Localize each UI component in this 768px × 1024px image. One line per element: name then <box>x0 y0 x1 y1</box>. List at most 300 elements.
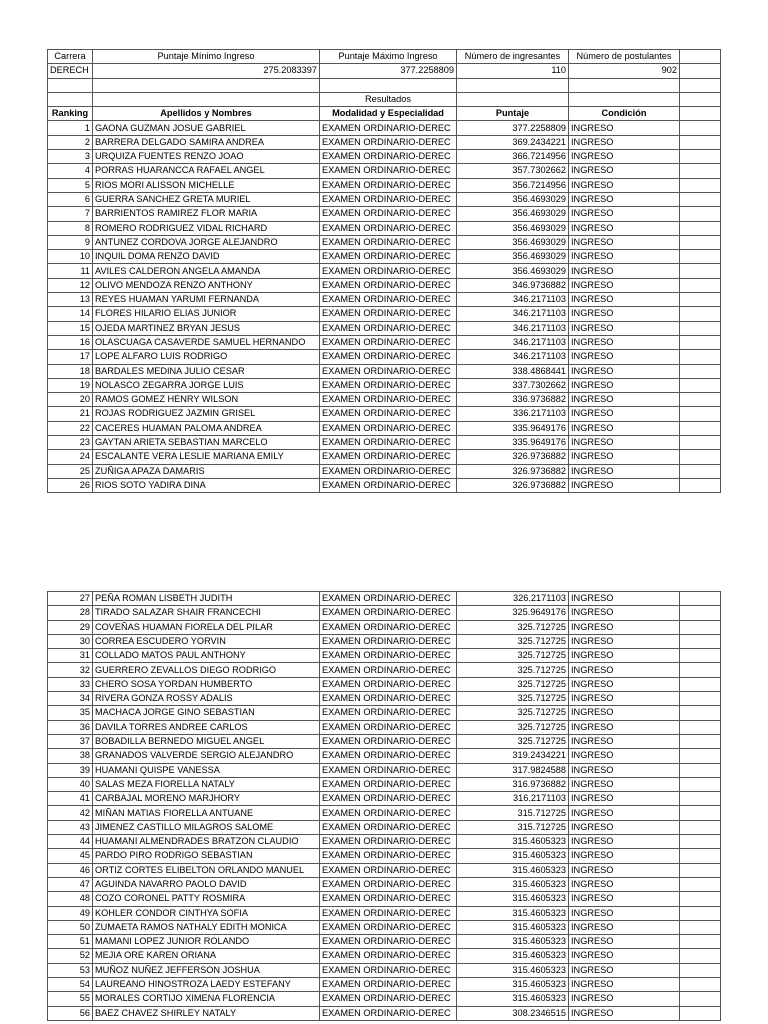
modality-cell: EXAMEN ORDINARIO-DEREC <box>320 250 457 264</box>
empty-cell <box>680 749 721 763</box>
condition-cell: INGRESO <box>569 293 680 307</box>
condition-cell: INGRESO <box>569 820 680 834</box>
modality-cell: EXAMEN ORDINARIO-DEREC <box>320 1006 457 1020</box>
modality-cell: EXAMEN ORDINARIO-DEREC <box>320 278 457 292</box>
rank-cell: 52 <box>48 949 93 963</box>
name-cell: FLORES HILARIO ELIAS JUNIOR <box>93 307 320 321</box>
condition-cell: INGRESO <box>569 178 680 192</box>
modality-cell: EXAMEN ORDINARIO-DEREC <box>320 407 457 421</box>
modality-cell: EXAMEN ORDINARIO-DEREC <box>320 450 457 464</box>
condition-cell: INGRESO <box>569 877 680 891</box>
table-row <box>48 250 721 264</box>
rank-cell: 39 <box>48 763 93 777</box>
rank-cell: 36 <box>48 720 93 734</box>
score-cell: 315.4605323 <box>457 877 569 891</box>
condition-cell: INGRESO <box>569 734 680 748</box>
results-sheet-page-2 <box>47 591 721 1021</box>
score-cell: 315.4605323 <box>457 906 569 920</box>
value-puntaje-minimo: 275.2083397 <box>93 64 320 78</box>
rank-cell: 1 <box>48 121 93 135</box>
rank-cell: 10 <box>48 250 93 264</box>
rank-cell: 34 <box>48 692 93 706</box>
name-cell: LOPE ALFARO LUIS RODRIGO <box>93 350 320 364</box>
condition-cell: INGRESO <box>569 992 680 1006</box>
table-row <box>48 407 721 421</box>
header-modalidad: Modalidad y Especialidad <box>320 107 457 121</box>
score-cell: 356.4693029 <box>457 250 569 264</box>
modality-cell: EXAMEN ORDINARIO-DEREC <box>320 892 457 906</box>
table-row <box>48 992 721 1006</box>
condition-cell: INGRESO <box>569 892 680 906</box>
score-cell: 315.4605323 <box>457 949 569 963</box>
modality-cell: EXAMEN ORDINARIO-DEREC <box>320 963 457 977</box>
rank-cell: 48 <box>48 892 93 906</box>
modality-cell: EXAMEN ORDINARIO-DEREC <box>320 478 457 492</box>
condition-cell: INGRESO <box>569 677 680 691</box>
name-cell: HUAMANI QUISPE VANESSA <box>93 763 320 777</box>
value-numero-postulantes: 902 <box>569 64 680 78</box>
name-cell: ZUÑIGA APAZA DAMARIS <box>93 464 320 478</box>
empty-cell <box>680 207 721 221</box>
header-puntaje-maximo: Puntaje Máximo Ingreso <box>320 50 457 64</box>
name-cell: MUÑOZ NUÑEZ JEFFERSON JOSHUA <box>93 963 320 977</box>
table-row <box>48 892 721 906</box>
rank-cell: 6 <box>48 192 93 206</box>
score-cell: 315.4605323 <box>457 892 569 906</box>
empty-cell <box>680 250 721 264</box>
name-cell: COZO CORONEL PATTY ROSMIRA <box>93 892 320 906</box>
table-row <box>48 963 721 977</box>
condition-cell: INGRESO <box>569 777 680 791</box>
rank-cell: 35 <box>48 706 93 720</box>
name-cell: ESCALANTE VERA LESLIE MARIANA EMILY <box>93 450 320 464</box>
empty-cell <box>680 235 721 249</box>
empty-cell <box>569 78 680 92</box>
value-carrera: DERECH <box>48 64 93 78</box>
score-cell: 346.2171103 <box>457 293 569 307</box>
empty-cell <box>680 720 721 734</box>
table-row <box>48 906 721 920</box>
condition-cell: INGRESO <box>569 763 680 777</box>
score-cell: 315.712725 <box>457 820 569 834</box>
results-header-row <box>48 107 721 121</box>
condition-cell: INGRESO <box>569 906 680 920</box>
condition-cell: INGRESO <box>569 350 680 364</box>
condition-cell: INGRESO <box>569 920 680 934</box>
name-cell: INQUIL DOMA RENZO DAVID <box>93 250 320 264</box>
rank-cell: 53 <box>48 963 93 977</box>
modality-cell: EXAMEN ORDINARIO-DEREC <box>320 634 457 648</box>
empty-cell <box>680 307 721 321</box>
score-cell: 356.7214956 <box>457 178 569 192</box>
empty-cell <box>680 920 721 934</box>
empty-cell <box>680 192 721 206</box>
rank-cell: 25 <box>48 464 93 478</box>
empty-cell <box>457 92 569 106</box>
header-numero-postulantes: Número de postulantes <box>569 50 680 64</box>
score-cell: 377.2258809 <box>457 121 569 135</box>
table-row <box>48 164 721 178</box>
table-row <box>48 192 721 206</box>
empty-cell <box>680 634 721 648</box>
rank-cell: 29 <box>48 620 93 634</box>
table-row <box>48 178 721 192</box>
table-row <box>48 763 721 777</box>
condition-cell: INGRESO <box>569 221 680 235</box>
condition-cell: INGRESO <box>569 620 680 634</box>
condition-cell: INGRESO <box>569 1006 680 1020</box>
score-cell: 315.4605323 <box>457 992 569 1006</box>
table-row <box>48 606 721 620</box>
empty-cell <box>680 178 721 192</box>
name-cell: GAONA GUZMAN JOSUE GABRIEL <box>93 121 320 135</box>
name-cell: GRANADOS VALVERDE SERGIO ALEJANDRO <box>93 749 320 763</box>
name-cell: ROMERO RODRIGUEZ VIDAL RICHARD <box>93 221 320 235</box>
rank-cell: 28 <box>48 606 93 620</box>
modality-cell: EXAMEN ORDINARIO-DEREC <box>320 777 457 791</box>
score-cell: 315.4605323 <box>457 835 569 849</box>
modality-cell: EXAMEN ORDINARIO-DEREC <box>320 221 457 235</box>
table-row <box>48 464 721 478</box>
rank-cell: 17 <box>48 350 93 364</box>
empty-cell <box>680 135 721 149</box>
condition-cell: INGRESO <box>569 692 680 706</box>
table-row <box>48 421 721 435</box>
modality-cell: EXAMEN ORDINARIO-DEREC <box>320 393 457 407</box>
table-row <box>48 335 721 349</box>
modality-cell: EXAMEN ORDINARIO-DEREC <box>320 978 457 992</box>
table-row <box>48 663 721 677</box>
score-cell: 326.9736882 <box>457 478 569 492</box>
modality-cell: EXAMEN ORDINARIO-DEREC <box>320 121 457 135</box>
modality-cell: EXAMEN ORDINARIO-DEREC <box>320 949 457 963</box>
score-cell: 316.2171103 <box>457 792 569 806</box>
condition-cell: INGRESO <box>569 978 680 992</box>
results-title: Resultados <box>320 92 457 106</box>
name-cell: LAUREANO HINOSTROZA LAEDY ESTEFANY <box>93 978 320 992</box>
name-cell: GAYTAN ARIETA SEBASTIAN MARCELO <box>93 436 320 450</box>
empty-cell <box>48 92 93 106</box>
empty-cell <box>457 78 569 92</box>
name-cell: COLLADO MATOS PAUL ANTHONY <box>93 649 320 663</box>
empty-cell <box>680 321 721 335</box>
score-cell: 325.712725 <box>457 634 569 648</box>
empty-cell <box>680 992 721 1006</box>
table-row <box>48 235 721 249</box>
empty-cell <box>680 1006 721 1020</box>
empty-cell <box>680 777 721 791</box>
condition-cell: INGRESO <box>569 436 680 450</box>
score-cell: 325.9649176 <box>457 606 569 620</box>
empty-cell <box>680 407 721 421</box>
empty-cell <box>680 164 721 178</box>
name-cell: DAVILA TORRES ANDREE CARLOS <box>93 720 320 734</box>
condition-cell: INGRESO <box>569 863 680 877</box>
name-cell: CORREA ESCUDERO YORVIN <box>93 634 320 648</box>
score-cell: 366.7214956 <box>457 150 569 164</box>
rank-cell: 22 <box>48 421 93 435</box>
condition-cell: INGRESO <box>569 792 680 806</box>
modality-cell: EXAMEN ORDINARIO-DEREC <box>320 421 457 435</box>
name-cell: COVEÑAS HUAMAN FIORELA DEL PILAR <box>93 620 320 634</box>
value-puntaje-maximo: 377.2258809 <box>320 64 457 78</box>
empty-cell <box>680 906 721 920</box>
score-cell: 356.4693029 <box>457 221 569 235</box>
table-row <box>48 720 721 734</box>
rank-cell: 15 <box>48 321 93 335</box>
table-row <box>48 293 721 307</box>
empty-cell <box>680 50 721 64</box>
rank-cell: 32 <box>48 663 93 677</box>
table-row <box>48 150 721 164</box>
rank-cell: 44 <box>48 835 93 849</box>
table-row <box>48 1006 721 1020</box>
name-cell: RAMOS GOMEZ HENRY WILSON <box>93 393 320 407</box>
condition-cell: INGRESO <box>569 835 680 849</box>
modality-cell: EXAMEN ORDINARIO-DEREC <box>320 192 457 206</box>
rank-cell: 46 <box>48 863 93 877</box>
rank-cell: 41 <box>48 792 93 806</box>
name-cell: AGUINDA NAVARRO PAOLO DAVID <box>93 877 320 891</box>
modality-cell: EXAMEN ORDINARIO-DEREC <box>320 863 457 877</box>
modality-cell: EXAMEN ORDINARIO-DEREC <box>320 378 457 392</box>
header-puntaje-minimo: Puntaje Mínimo Ingreso <box>93 50 320 64</box>
empty-cell <box>680 806 721 820</box>
rank-cell: 13 <box>48 293 93 307</box>
name-cell: CHERO SOSA YORDAN HUMBERTO <box>93 677 320 691</box>
empty-cell <box>93 78 320 92</box>
score-cell: 337.7302662 <box>457 378 569 392</box>
rank-cell: 43 <box>48 820 93 834</box>
table-row <box>48 221 721 235</box>
modality-cell: EXAMEN ORDINARIO-DEREC <box>320 663 457 677</box>
condition-cell: INGRESO <box>569 663 680 677</box>
modality-cell: EXAMEN ORDINARIO-DEREC <box>320 464 457 478</box>
modality-cell: EXAMEN ORDINARIO-DEREC <box>320 436 457 450</box>
condition-cell: INGRESO <box>569 378 680 392</box>
condition-cell: INGRESO <box>569 364 680 378</box>
empty-cell <box>680 350 721 364</box>
modality-cell: EXAMEN ORDINARIO-DEREC <box>320 178 457 192</box>
name-cell: PEÑA ROMAN LISBETH JUDITH <box>93 592 320 606</box>
table-row <box>48 806 721 820</box>
score-cell: 346.2171103 <box>457 307 569 321</box>
rank-cell: 18 <box>48 364 93 378</box>
modality-cell: EXAMEN ORDINARIO-DEREC <box>320 135 457 149</box>
empty-cell <box>680 877 721 891</box>
score-cell: 336.2171103 <box>457 407 569 421</box>
score-cell: 369.2434221 <box>457 135 569 149</box>
rank-cell: 27 <box>48 592 93 606</box>
value-numero-ingresantes: 110 <box>457 64 569 78</box>
table-row <box>48 935 721 949</box>
empty-cell <box>680 478 721 492</box>
score-cell: 317.9824588 <box>457 763 569 777</box>
name-cell: RIOS SOTO YADIRA DINA <box>93 478 320 492</box>
name-cell: ANTUNEZ CORDOVA JORGE ALEJANDRO <box>93 235 320 249</box>
summary-values-row <box>48 64 721 78</box>
empty-cell <box>680 264 721 278</box>
empty-cell <box>680 64 721 78</box>
name-cell: GUERRERO ZEVALLOS DIEGO RODRIGO <box>93 663 320 677</box>
modality-cell: EXAMEN ORDINARIO-DEREC <box>320 720 457 734</box>
rank-cell: 9 <box>48 235 93 249</box>
empty-cell <box>680 393 721 407</box>
rank-cell: 23 <box>48 436 93 450</box>
rank-cell: 37 <box>48 734 93 748</box>
condition-cell: INGRESO <box>569 150 680 164</box>
score-cell: 315.4605323 <box>457 849 569 863</box>
name-cell: CARBAJAL MORENO MARJHORY <box>93 792 320 806</box>
rank-cell: 14 <box>48 307 93 321</box>
name-cell: PARDO PIRO RODRIGO SEBASTIAN <box>93 849 320 863</box>
name-cell: URQUIZA FUENTES RENZO JOAO <box>93 150 320 164</box>
score-cell: 346.2171103 <box>457 321 569 335</box>
condition-cell: INGRESO <box>569 464 680 478</box>
modality-cell: EXAMEN ORDINARIO-DEREC <box>320 692 457 706</box>
name-cell: REYES HUAMAN YARUMI FERNANDA <box>93 293 320 307</box>
condition-cell: INGRESO <box>569 592 680 606</box>
name-cell: BAEZ CHAVEZ SHIRLEY NATALY <box>93 1006 320 1020</box>
condition-cell: INGRESO <box>569 121 680 135</box>
score-cell: 356.4693029 <box>457 264 569 278</box>
table-row <box>48 278 721 292</box>
table-row <box>48 307 721 321</box>
condition-cell: INGRESO <box>569 478 680 492</box>
score-cell: 315.4605323 <box>457 978 569 992</box>
rank-cell: 31 <box>48 649 93 663</box>
table-row <box>48 734 721 748</box>
score-cell: 356.4693029 <box>457 207 569 221</box>
condition-cell: INGRESO <box>569 321 680 335</box>
modality-cell: EXAMEN ORDINARIO-DEREC <box>320 992 457 1006</box>
name-cell: TIRADO SALAZAR SHAIR FRANCECHI <box>93 606 320 620</box>
score-cell: 335.9649176 <box>457 436 569 450</box>
empty-cell <box>680 706 721 720</box>
empty-cell <box>680 150 721 164</box>
table-row <box>48 634 721 648</box>
empty-cell <box>680 677 721 691</box>
name-cell: BARRIENTOS RAMIREZ FLOR MARIA <box>93 207 320 221</box>
modality-cell: EXAMEN ORDINARIO-DEREC <box>320 849 457 863</box>
modality-cell: EXAMEN ORDINARIO-DEREC <box>320 806 457 820</box>
rank-cell: 7 <box>48 207 93 221</box>
name-cell: NOLASCO ZEGARRA JORGE LUIS <box>93 378 320 392</box>
modality-cell: EXAMEN ORDINARIO-DEREC <box>320 935 457 949</box>
table-row <box>48 592 721 606</box>
empty-cell <box>680 278 721 292</box>
score-cell: 338.4868441 <box>457 364 569 378</box>
empty-cell <box>680 935 721 949</box>
empty-cell <box>569 92 680 106</box>
rank-cell: 12 <box>48 278 93 292</box>
score-cell: 326.9736882 <box>457 450 569 464</box>
name-cell: ZUMAETA RAMOS NATHALY EDITH MONICA <box>93 920 320 934</box>
modality-cell: EXAMEN ORDINARIO-DEREC <box>320 264 457 278</box>
score-cell: 325.712725 <box>457 677 569 691</box>
name-cell: OLASCUAGA CASAVERDE SAMUEL HERNANDO <box>93 335 320 349</box>
rank-cell: 33 <box>48 677 93 691</box>
rank-cell: 21 <box>48 407 93 421</box>
table-row <box>48 620 721 634</box>
empty-cell <box>680 364 721 378</box>
name-cell: KOHLER CONDOR CINTHYA SOFIA <box>93 906 320 920</box>
score-cell: 315.4605323 <box>457 963 569 977</box>
table-row <box>48 264 721 278</box>
name-cell: ROJAS RODRIGUEZ JAZMIN GRISEL <box>93 407 320 421</box>
condition-cell: INGRESO <box>569 849 680 863</box>
name-cell: CACERES HUAMAN PALOMA ANDREA <box>93 421 320 435</box>
condition-cell: INGRESO <box>569 264 680 278</box>
rank-cell: 45 <box>48 849 93 863</box>
table-row <box>48 649 721 663</box>
rank-cell: 24 <box>48 450 93 464</box>
header-condicion: Condición <box>569 107 680 121</box>
empty-cell <box>680 378 721 392</box>
empty-cell <box>93 92 320 106</box>
rank-cell: 5 <box>48 178 93 192</box>
rank-cell: 56 <box>48 1006 93 1020</box>
name-cell: OJEDA MARTINEZ BRYAN JESUS <box>93 321 320 335</box>
score-cell: 315.4605323 <box>457 863 569 877</box>
modality-cell: EXAMEN ORDINARIO-DEREC <box>320 649 457 663</box>
empty-cell <box>680 464 721 478</box>
empty-cell <box>680 892 721 906</box>
name-cell: RIVERA GONZA ROSSY ADALIS <box>93 692 320 706</box>
table-row <box>48 450 721 464</box>
name-cell: OLIVO MENDOZA RENZO ANTHONY <box>93 278 320 292</box>
name-cell: HUAMANI ALMENDRADES BRATZON CLAUDIO <box>93 835 320 849</box>
empty-cell <box>680 221 721 235</box>
condition-cell: INGRESO <box>569 634 680 648</box>
table-row <box>48 207 721 221</box>
empty-cell <box>680 849 721 863</box>
condition-cell: INGRESO <box>569 720 680 734</box>
condition-cell: INGRESO <box>569 307 680 321</box>
modality-cell: EXAMEN ORDINARIO-DEREC <box>320 677 457 691</box>
rank-cell: 38 <box>48 749 93 763</box>
modality-cell: EXAMEN ORDINARIO-DEREC <box>320 592 457 606</box>
name-cell: MORALES CORTIJO XIMENA FLORENCIA <box>93 992 320 1006</box>
name-cell: PORRAS HUARANCCA RAFAEL ANGEL <box>93 164 320 178</box>
score-cell: 325.712725 <box>457 734 569 748</box>
name-cell: MAMANI LOPEZ JUNIOR ROLANDO <box>93 935 320 949</box>
condition-cell: INGRESO <box>569 278 680 292</box>
empty-cell <box>680 107 721 121</box>
header-apellidos-nombres: Apellidos y Nombres <box>93 107 320 121</box>
empty-cell <box>680 692 721 706</box>
score-cell: 356.4693029 <box>457 235 569 249</box>
rank-cell: 19 <box>48 378 93 392</box>
modality-cell: EXAMEN ORDINARIO-DEREC <box>320 235 457 249</box>
condition-cell: INGRESO <box>569 335 680 349</box>
empty-cell <box>680 978 721 992</box>
empty-cell <box>680 835 721 849</box>
rank-cell: 16 <box>48 335 93 349</box>
modality-cell: EXAMEN ORDINARIO-DEREC <box>320 820 457 834</box>
condition-cell: INGRESO <box>569 393 680 407</box>
empty-cell <box>680 949 721 963</box>
name-cell: BOBADILLA BERNEDO MIGUEL ANGEL <box>93 734 320 748</box>
table-row <box>48 863 721 877</box>
score-cell: 356.4693029 <box>457 192 569 206</box>
modality-cell: EXAMEN ORDINARIO-DEREC <box>320 164 457 178</box>
rank-cell: 26 <box>48 478 93 492</box>
rank-cell: 54 <box>48 978 93 992</box>
rank-cell: 3 <box>48 150 93 164</box>
condition-cell: INGRESO <box>569 207 680 221</box>
score-cell: 325.712725 <box>457 720 569 734</box>
